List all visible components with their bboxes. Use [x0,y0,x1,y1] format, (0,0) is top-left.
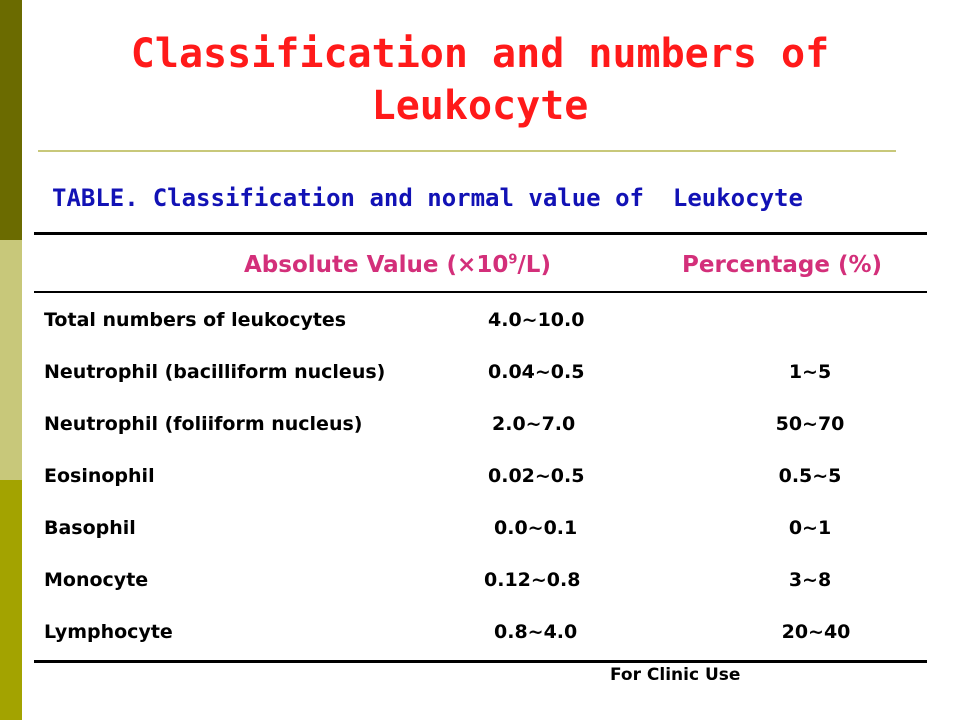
column-header-absolute-unit: /L) [517,252,551,278]
decorative-sidebar [0,0,22,720]
row-percentage: 1~5 [788,361,832,383]
row-absolute-value: 0.8~4.0 [494,621,578,643]
sidebar-block-middle [0,240,22,480]
row-name: Total numbers of leukocytes [44,309,347,331]
table-top-rule [34,232,927,235]
table-bottom-rule [34,660,927,663]
table-caption-prefix: TABLE. [52,184,139,212]
row-name: Monocyte [44,569,149,591]
row-percentage: 0~1 [788,517,832,539]
row-percentage: 20~40 [781,621,851,643]
column-header-absolute-exponent: 9 [508,252,518,268]
row-absolute-value: 0.0~0.1 [494,517,578,539]
row-absolute-value: 0.04~0.5 [488,361,585,383]
row-absolute-value: 0.12~0.8 [484,569,581,591]
row-name: Neutrophil (foliiform nucleus) [44,413,363,435]
column-header-absolute [244,252,551,278]
footnote: For Clinic Use [610,665,741,685]
table-caption-text: Classification and normal value of Leukocyte [152,184,803,212]
column-header-absolute-main: Absolute Value (×10 [244,252,509,278]
row-percentage: 3~8 [788,569,832,591]
row-absolute-value: 2.0~7.0 [492,413,576,435]
row-name: Lymphocyte [44,621,173,643]
slide-title-line1: Classification and numbers of [130,31,830,77]
sidebar-block-top [0,0,22,240]
table-caption [52,184,803,212]
row-absolute-value: 4.0~10.0 [488,309,585,331]
column-header-percentage: Percentage (%) [682,252,883,278]
row-percentage: 0.5~5 [778,465,842,487]
slide-title-line2: Leukocyte [371,83,589,129]
row-name: Basophil [44,517,136,539]
slide-title [60,28,900,132]
table-header-rule [34,291,927,293]
title-divider [38,150,896,152]
row-name: Eosinophil [44,465,155,487]
row-absolute-value: 0.02~0.5 [488,465,585,487]
row-name: Neutrophil (bacilliform nucleus) [44,361,386,383]
row-percentage: 50~70 [775,413,845,435]
sidebar-block-bottom [0,480,22,720]
